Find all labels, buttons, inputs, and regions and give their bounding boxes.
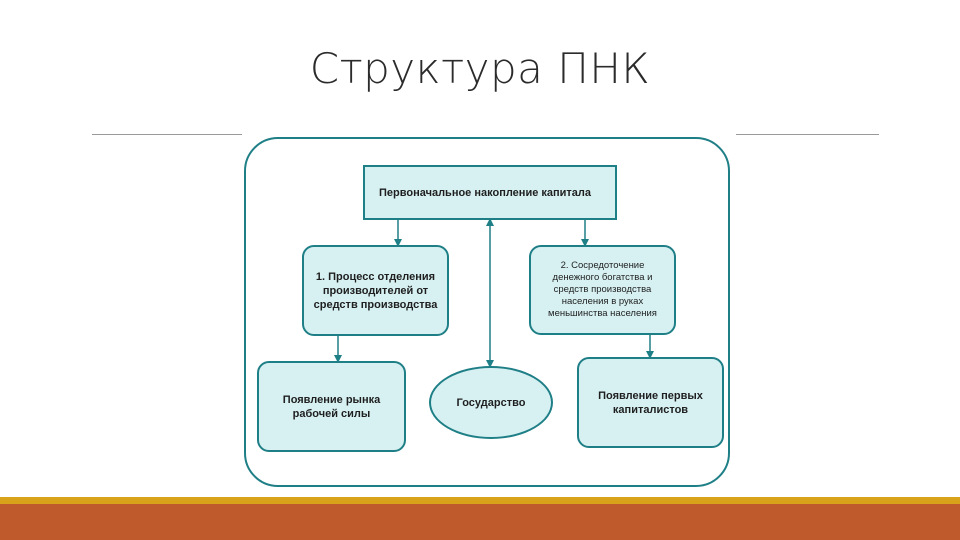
box-separation-process: 1. Процесс отделения производителей от средств производства [302,245,449,336]
top-box: Первоначальное накопление капитала [363,165,617,220]
box-labor-market: Появление рынка рабочей силы [257,361,406,452]
divider-right [736,134,879,135]
ellipse-state: Государство [429,366,553,439]
box-wealth-concentration: 2. Сосредоточение денежного богатства и средств производства населения в руках меньшинства населения [529,245,676,335]
divider-left [92,134,242,135]
slide-title: Структура ПНК [309,44,651,93]
box-first-capitalists: Появление первых капиталистов [577,357,724,448]
footer-accent-bar [0,497,960,504]
footer-bar [0,504,960,540]
